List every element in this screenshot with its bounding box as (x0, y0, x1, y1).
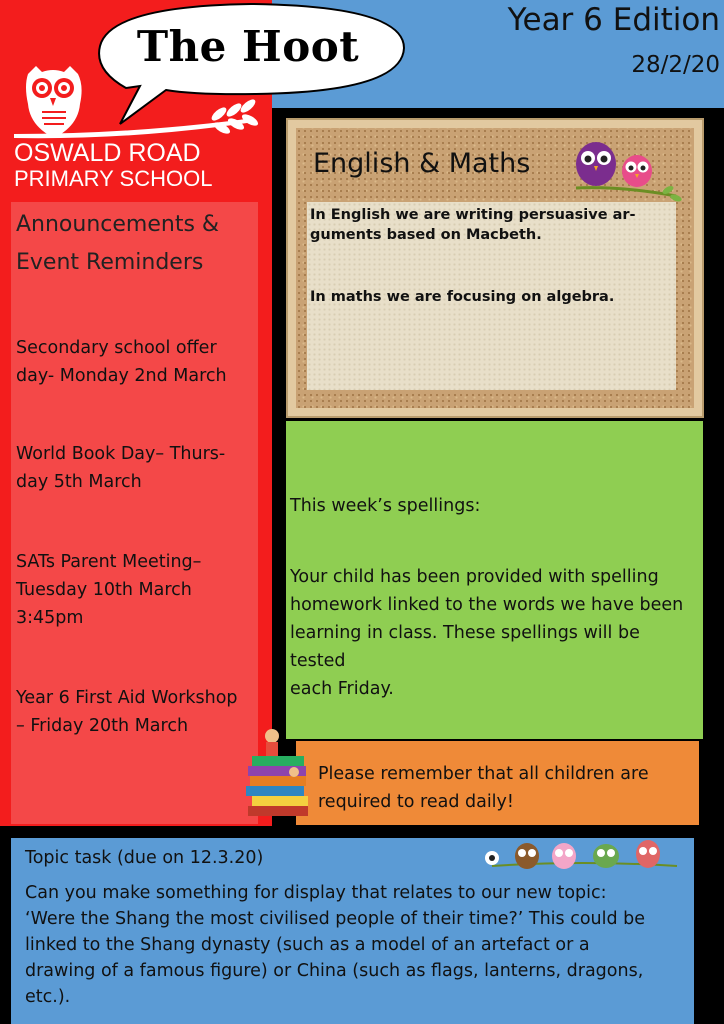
announcements-title: Announcements & Event Reminders (16, 212, 220, 275)
topic-task-body: Can you make something for display that relates to our new topic: ‘Were the Shang the most civilised people of their time?’ This could be linked to the Shang dynasty (such as a model of an artefact or a drawing of a famous figure) or China (such as flags, lanterns, dragons, etc.). (25, 883, 646, 1007)
book-stack-icon (244, 722, 314, 822)
announcement-item: SATs Parent Meeting– Tuesday 10th March 3:45pm (16, 552, 202, 628)
announcement-item: World Book Day– Thurs- day 5th March (16, 444, 226, 492)
school-name-line1: OSWALD ROAD (14, 139, 201, 167)
announcement-item: Secondary school offer day- Monday 2nd March (16, 338, 227, 386)
spellings-body: Your child has been provided with spelling homework linked to the words we have been learning in class. These spellings will be tested each Friday. (290, 567, 684, 699)
maths-text: In maths we are focusing on algebra. (310, 289, 615, 305)
edition-date: 28/2/20 (631, 52, 720, 78)
school-name-line2: PRIMARY SCHOOL (14, 166, 213, 191)
topic-task-heading: Topic task (due on 12.3.20) (25, 848, 264, 868)
english-text: In English we are writing persuasive ar- guments based on Macbeth. (310, 207, 636, 243)
reading-reminder-text: Please remember that all children are required to read daily! (318, 764, 649, 812)
school-name (14, 140, 264, 192)
owls-row-icon (482, 836, 682, 876)
spellings-heading: This week’s spellings: (290, 496, 481, 516)
edition-label: Year 6 Edition (507, 2, 720, 38)
owl-logo-icon (14, 64, 264, 142)
newsletter-title: The Hoot (136, 22, 360, 71)
announcement-item: Year 6 First Aid Workshop – Friday 20th March (16, 688, 238, 736)
english-maths-title: English & Maths (313, 148, 531, 179)
owls-on-branch-icon (572, 138, 682, 202)
